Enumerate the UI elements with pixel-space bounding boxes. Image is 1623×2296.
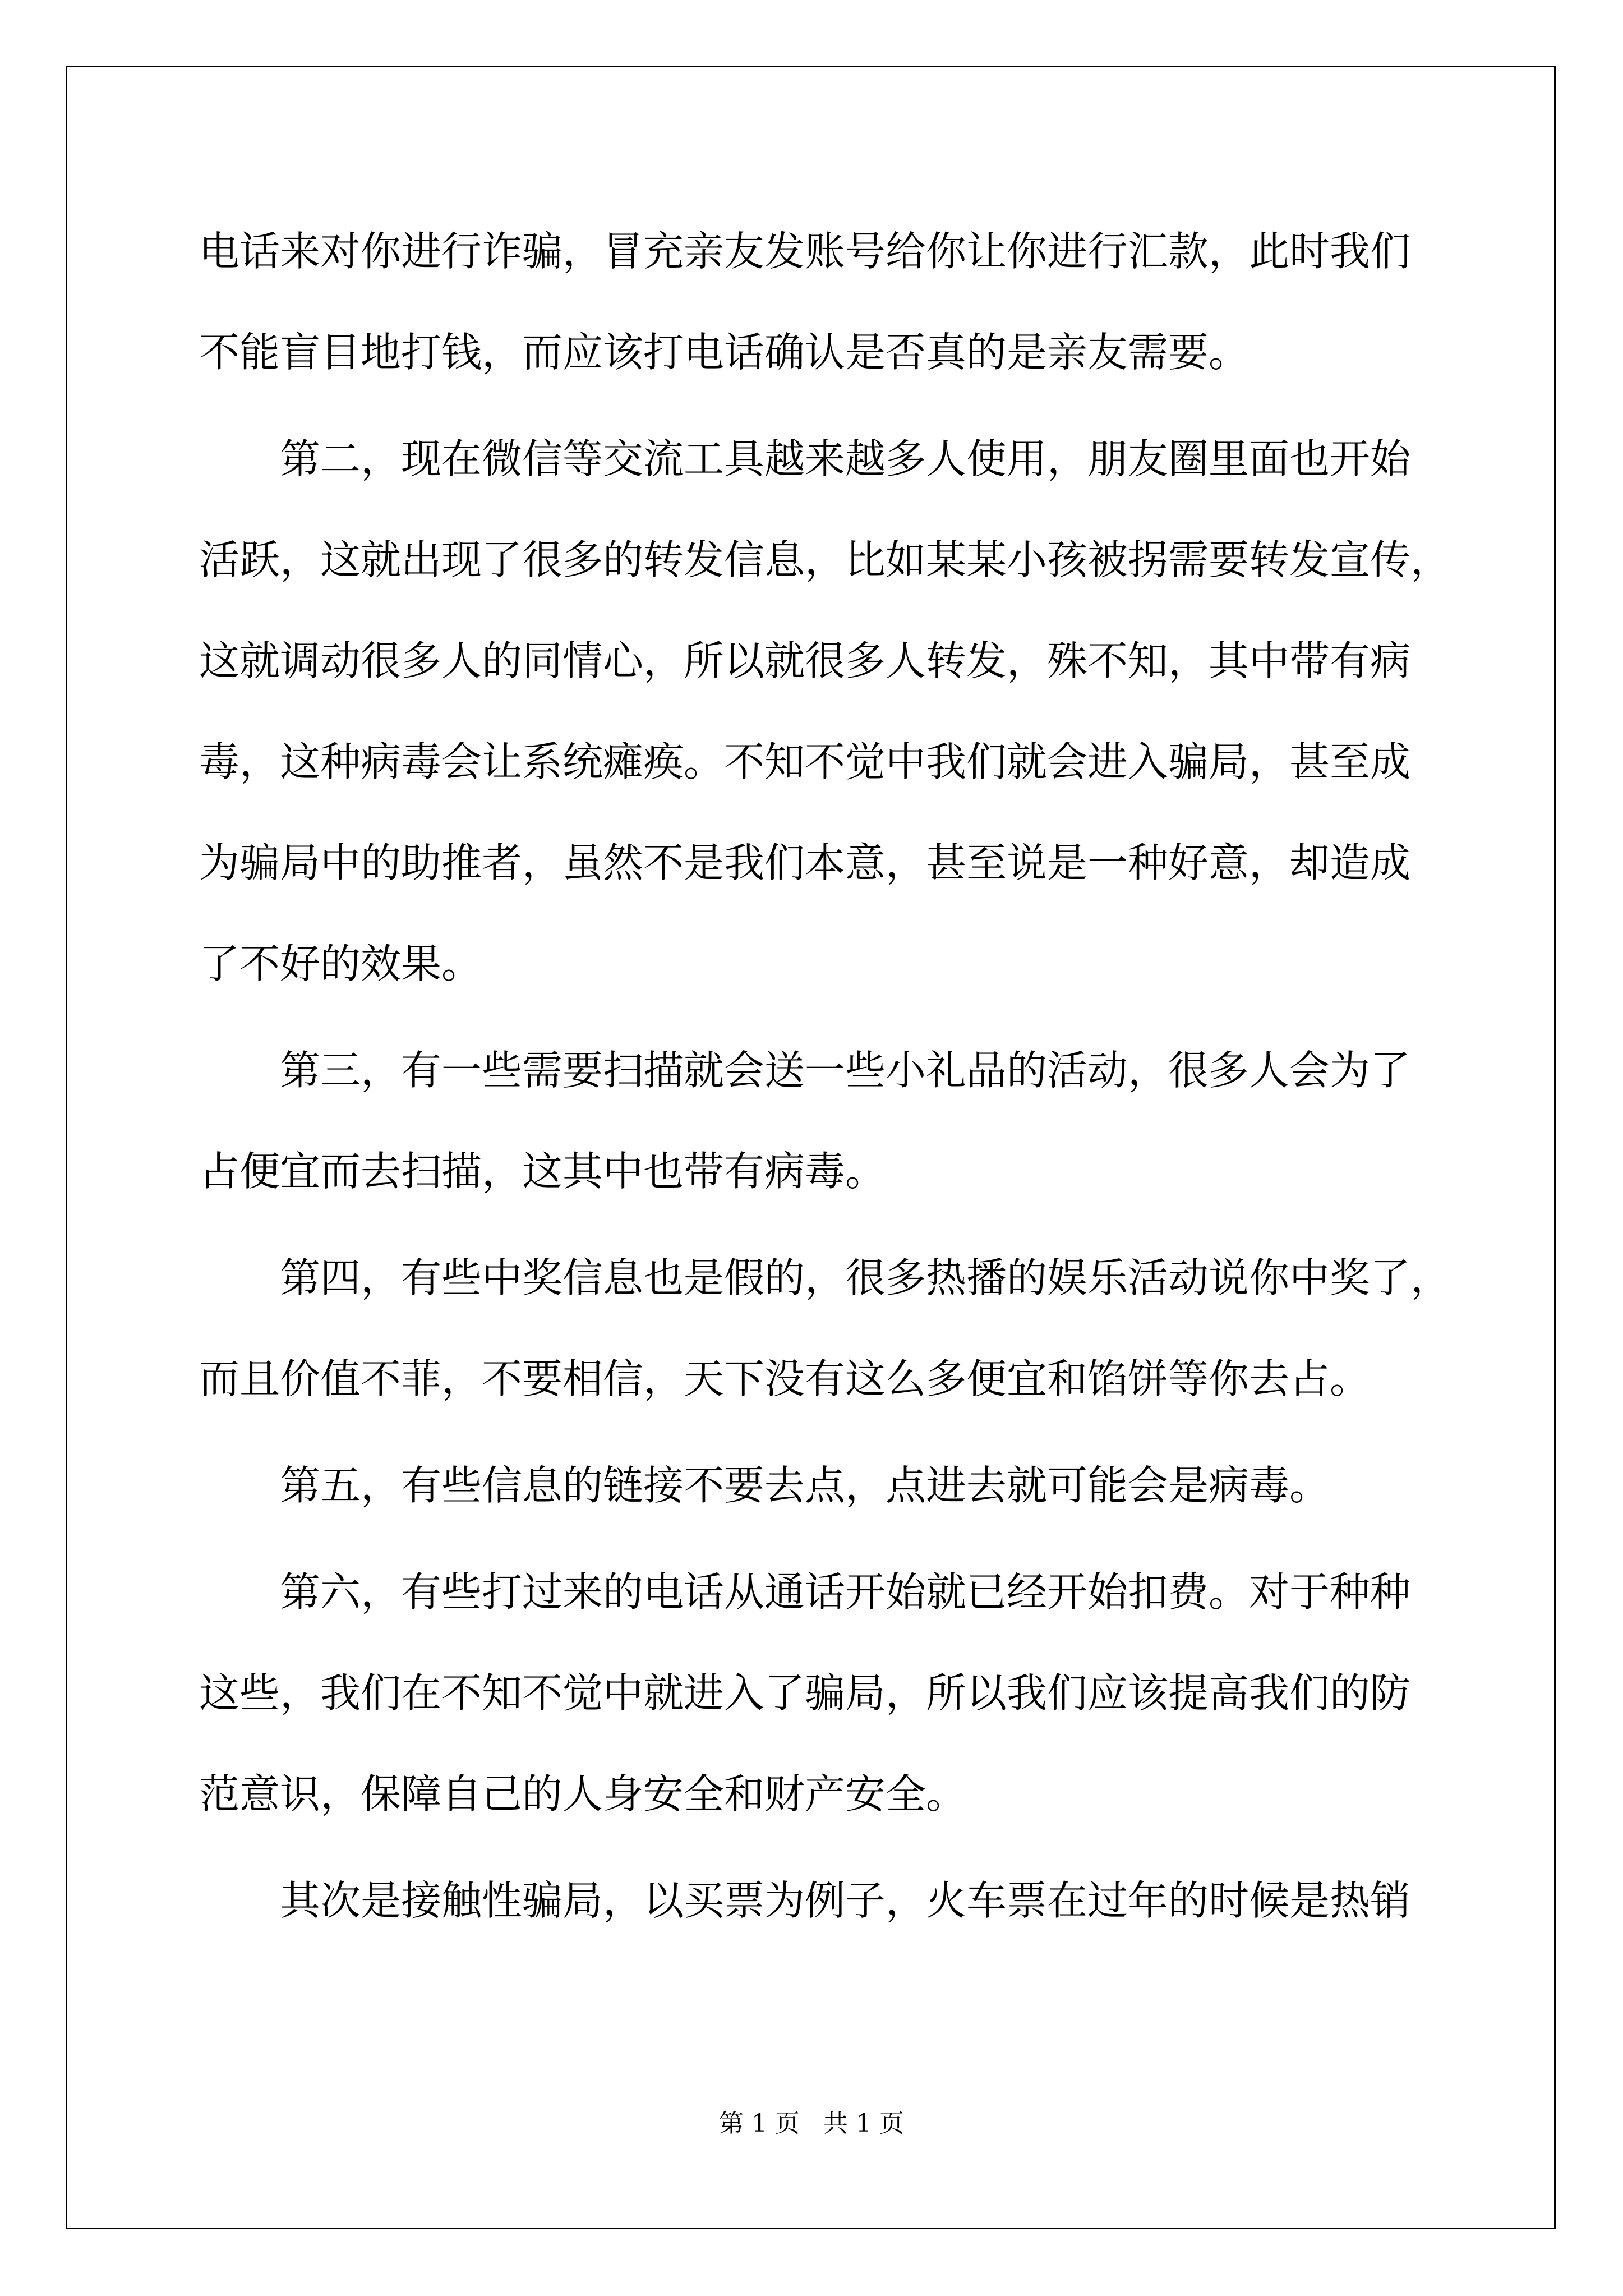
text-line: 第六，有些打过来的电话从通话开始就已经开始扣费。对于种种	[199, 1568, 1411, 1616]
text-line: 这就调动很多人的同情心，所以就很多人转发，殊不知，其中带有病	[199, 637, 1411, 684]
text-line: 其次是接触性骗局，以买票为例子，火车票在过年的时候是热销	[199, 1877, 1411, 1924]
text-line: 毒，这种病毒会让系统瘫痪。不知不觉中我们就会进入骗局，甚至成	[199, 738, 1411, 785]
text-line: 活跃，这就出现了很多的转发信息，比如某某小孩被拐需要转发宣传，	[199, 536, 1451, 583]
text-line: 第四，有些中奖信息也是假的，很多热播的娱乐活动说你中奖了，	[199, 1254, 1451, 1301]
text-line: 这些，我们在不知不觉中就进入了骗局，所以我们应该提高我们的防	[199, 1669, 1411, 1717]
text-line: 而且价值不菲，不要相信，天下没有这么多便宜和馅饼等你去占。	[199, 1355, 1371, 1402]
text-line: 占便宜而去扫描，这其中也带有病毒。	[199, 1148, 886, 1195]
text-line: 为骗局中的助推者，虽然不是我们本意，甚至说是一种好意，却造成	[199, 839, 1411, 886]
text-line: 第二，现在微信等交流工具越来越多人使用，朋友圈里面也开始	[199, 435, 1411, 482]
text-line: 第三，有一些需要扫描就会送一些小礼品的活动，很多人会为了	[199, 1047, 1411, 1094]
page-number-footer: 第 1 页 共 1 页	[719, 2109, 904, 2138]
text-line: 范意识，保障自己的人身安全和财产安全。	[199, 1770, 967, 1818]
text-line: 了不好的效果。	[199, 940, 482, 987]
text-line: 不能盲目地打钱，而应该打电话确认是否真的是亲友需要。	[199, 329, 1249, 376]
text-line: 第五，有些信息的链接不要去点，点进去就可能会是病毒。	[199, 1462, 1330, 1509]
text-line: 电话来对你进行诈骗，冒充亲友发账号给你让你进行汇款，此时我们	[199, 228, 1411, 275]
document-body	[199, 209, 1451, 1959]
